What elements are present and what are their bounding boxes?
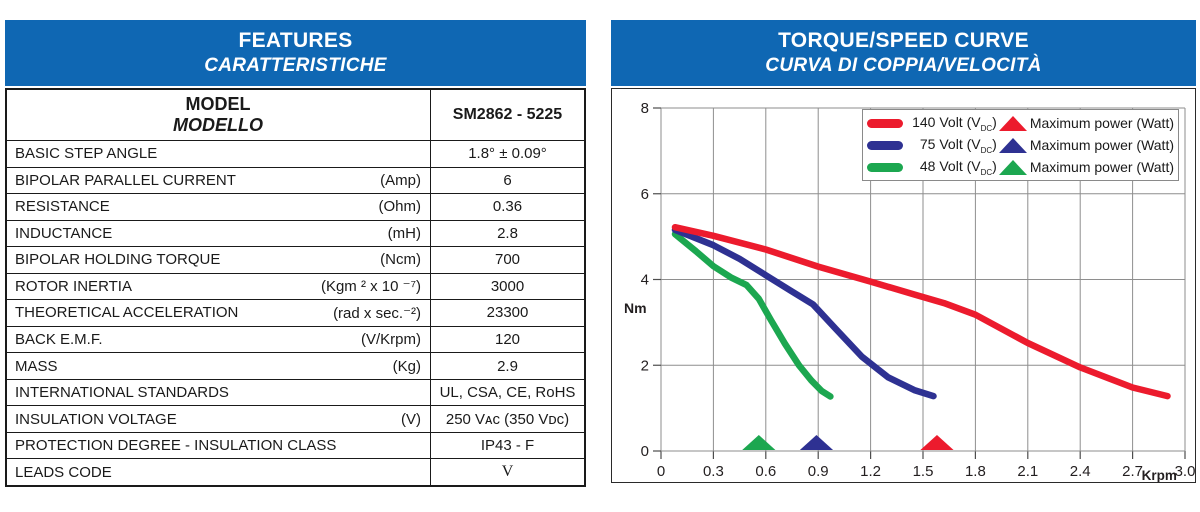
svg-text:0.9: 0.9 <box>807 463 829 480</box>
spec-label: RESISTANCE <box>15 198 110 216</box>
spec-value: 1.8° ± 0.09° <box>468 145 547 163</box>
chart-legend <box>862 109 1179 181</box>
svg-text:0: 0 <box>640 443 649 460</box>
features-table <box>5 88 586 487</box>
spec-label-cell <box>7 141 431 167</box>
svg-text:Krpm: Krpm <box>1141 468 1177 482</box>
svg-text:4: 4 <box>640 271 649 289</box>
spec-label-cell <box>7 459 431 485</box>
legend-item <box>867 112 1174 134</box>
max-power-triangle-icon <box>999 116 1027 131</box>
model-label-en: MODEL <box>185 94 251 115</box>
svg-text:2.1: 2.1 <box>1017 463 1039 480</box>
spec-row <box>7 193 584 220</box>
svg-text:0: 0 <box>656 463 666 480</box>
spec-label-cell <box>7 406 431 432</box>
spec-value: 2.9 <box>497 357 518 375</box>
spec-label: PROTECTION DEGREE - INSULATION CLASS <box>15 437 337 455</box>
svg-text:2.4: 2.4 <box>1069 463 1091 480</box>
spec-unit: (Amp) <box>380 171 421 189</box>
spec-value: 3000 <box>490 277 525 295</box>
spec-value: V <box>501 463 514 481</box>
spec-label-cell <box>7 194 431 220</box>
spec-unit: (mH) <box>387 224 421 242</box>
spec-value: 6 <box>503 171 512 189</box>
spec-row <box>7 432 584 459</box>
spec-label: LEADS CODE <box>15 463 112 481</box>
spec-row <box>7 458 584 485</box>
features-panel <box>5 20 586 487</box>
spec-value: 120 <box>494 330 521 348</box>
spec-label-cell <box>7 221 431 247</box>
spec-label-cell <box>7 274 431 300</box>
svg-text:1.2: 1.2 <box>860 463 882 480</box>
features-title-en: FEATURES <box>238 29 353 52</box>
spec-label: MASS <box>15 357 58 375</box>
spec-value: UL, CSA, CE, RoHS <box>439 384 576 402</box>
spec-label-cell <box>7 168 431 194</box>
spec-value: 0.36 <box>492 198 523 216</box>
chart-header <box>611 20 1196 86</box>
svg-text:Nm: Nm <box>624 300 647 316</box>
spec-label-cell <box>7 353 431 379</box>
chart-title-it: CURVA DI COPPIA/VELOCITÀ <box>765 55 1042 77</box>
model-label-cell <box>7 90 431 140</box>
chart-title-en: TORQUE/SPEED CURVE <box>778 29 1029 52</box>
spec-value: 700 <box>494 251 521 269</box>
max-power-triangle-icon <box>999 138 1027 153</box>
features-header <box>5 20 586 86</box>
spec-row <box>7 246 584 273</box>
legend-voltage-label: 140 Volt $(V_{DC})$ <box>912 113 997 133</box>
svg-text:2.7: 2.7 <box>1122 463 1144 480</box>
legend-voltage-label: 48 Volt $(V_{DC})$ <box>919 157 997 177</box>
model-value: SM2862 - 5225 <box>452 106 563 123</box>
spec-value: 2.8 <box>497 224 518 242</box>
spec-value: 250 Vᴀᴄ (350 Vᴅᴄ) <box>445 410 570 428</box>
spec-unit: (Ncm) <box>380 251 421 269</box>
svg-text:0.3: 0.3 <box>702 463 724 480</box>
spec-unit: (Kg) <box>392 357 421 375</box>
svg-text:1.5: 1.5 <box>912 463 934 480</box>
max-power-triangle-icon <box>999 160 1027 175</box>
spec-row <box>7 326 584 353</box>
svg-text:1.8: 1.8 <box>964 463 986 480</box>
spec-label-cell <box>7 300 431 326</box>
spec-label: BIPOLAR HOLDING TORQUE <box>15 251 221 269</box>
spec-row <box>7 405 584 432</box>
legend-power-label: Maximum power (Watt) <box>1029 159 1174 175</box>
spec-label: BASIC STEP ANGLE <box>15 145 158 163</box>
spec-row <box>7 140 584 167</box>
model-row <box>7 90 584 140</box>
spec-row <box>7 299 584 326</box>
spec-label-cell <box>7 433 431 459</box>
svg-text:6: 6 <box>640 185 649 203</box>
spec-label-cell <box>7 247 431 273</box>
legend-power-label: Maximum power (Watt) <box>1029 137 1174 153</box>
spec-label: THEORETICAL ACCELERATION <box>15 304 239 322</box>
spec-label: ROTOR INERTIA <box>15 277 132 295</box>
spec-row <box>7 352 584 379</box>
spec-label: INSULATION VOLTAGE <box>15 410 177 428</box>
spec-unit: (V/Krpm) <box>361 330 421 348</box>
spec-row <box>7 379 584 406</box>
spec-label: BIPOLAR PARALLEL CURRENT <box>15 171 236 189</box>
spec-unit: (rad x sec.⁻²) <box>333 304 421 322</box>
svg-text:8: 8 <box>640 100 649 117</box>
legend-line-swatch-icon <box>867 141 903 150</box>
spec-unit: (Kgm ² x 10 ⁻⁷) <box>320 278 421 296</box>
spec-label: INDUCTANCE <box>15 224 113 242</box>
spec-label: BACK E.M.F. <box>15 330 103 348</box>
spec-unit: (Ohm) <box>378 198 421 216</box>
svg-text:2: 2 <box>640 357 649 375</box>
spec-unit: (V) <box>401 410 421 428</box>
model-label-it: MODELLO <box>173 115 263 135</box>
legend-item <box>867 156 1174 178</box>
spec-label-cell <box>7 327 431 353</box>
svg-text:3.0: 3.0 <box>1174 463 1195 480</box>
spec-label: INTERNATIONAL STANDARDS <box>15 384 229 402</box>
torque-speed-panel <box>611 20 1196 483</box>
spec-value: IP43 - F <box>480 437 535 455</box>
features-title-it: CARATTERISTICHE <box>204 55 387 77</box>
spec-row <box>7 273 584 300</box>
legend-power-label: Maximum power (Watt) <box>1029 115 1174 131</box>
torque-speed-chart <box>611 88 1196 483</box>
legend-item <box>867 134 1174 156</box>
spec-label-cell <box>7 380 431 406</box>
legend-line-swatch-icon <box>867 163 903 172</box>
spec-row <box>7 220 584 247</box>
spec-value: 23300 <box>486 304 529 322</box>
spec-row <box>7 167 584 194</box>
legend-voltage-label: 75 Volt $(V_{DC})$ <box>919 135 997 155</box>
svg-text:0.6: 0.6 <box>755 463 777 480</box>
legend-line-swatch-icon <box>867 119 903 128</box>
